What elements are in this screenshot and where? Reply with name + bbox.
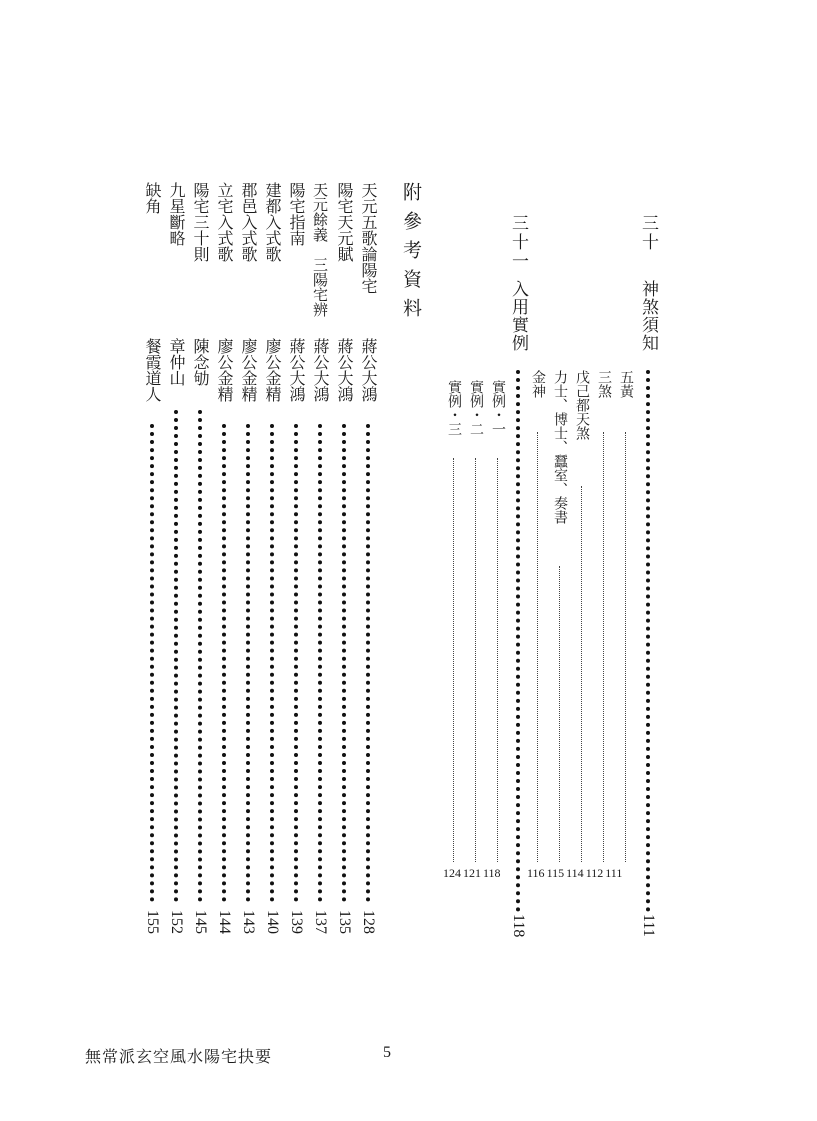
appendix-author: 蔣公大鴻	[335, 338, 354, 402]
appendix-page-number: 140	[264, 910, 281, 934]
appendix-entry[interactable]	[356, 182, 380, 952]
appendix-title: 建都入式歌	[263, 182, 282, 262]
appendix-title: 缺角	[143, 182, 162, 214]
appendix-entry[interactable]	[140, 182, 164, 952]
subitem-page-number: 121	[463, 866, 481, 880]
toc-subitem[interactable]	[570, 370, 594, 880]
appendix-page-number: 155	[144, 910, 161, 934]
appendix-author: 蔣公大鴻	[359, 338, 378, 402]
leader-dots	[516, 370, 520, 912]
appendix-page-number: 152	[168, 910, 185, 934]
leader-dots	[198, 410, 202, 902]
subitem-page-number: 118	[483, 866, 501, 880]
leader-dots	[497, 458, 498, 862]
appendix-entry[interactable]	[308, 182, 332, 952]
appendix-page-number: 135	[336, 910, 353, 934]
appendix-author: 蔣公大鴻	[287, 338, 306, 402]
toc-subitem[interactable]	[442, 380, 466, 880]
toc-section-30[interactable]	[636, 214, 660, 944]
subitem-label: 五黃	[618, 370, 634, 398]
subitem-label: 戊己都天煞	[574, 370, 590, 440]
toc-subitem[interactable]	[592, 370, 616, 880]
book-title: 無常派玄空風水陽宅抉要	[85, 1047, 273, 1066]
appendix-entry[interactable]	[164, 182, 188, 952]
leader-dots	[646, 370, 650, 912]
appendix-author: 餐霞道人	[143, 338, 162, 402]
subitem-page-number: 114	[566, 866, 584, 880]
appendix-author: 陳念劬	[191, 338, 210, 386]
leader-dots	[625, 432, 626, 862]
subitem-label: 三煞	[596, 370, 612, 398]
appendix-entry[interactable]	[332, 182, 356, 952]
leader-dots	[150, 424, 154, 902]
leader-dots	[453, 458, 454, 862]
leader-dots	[174, 410, 178, 902]
toc-subitem[interactable]	[614, 370, 638, 880]
subitem-label: 實例・三	[446, 380, 462, 436]
appendix-title: 郡邑入式歌	[239, 182, 258, 262]
leader-dots	[318, 424, 322, 902]
leader-dots	[246, 424, 250, 902]
appendix-page-number: 128	[360, 910, 377, 934]
appendix-page-number: 143	[240, 910, 257, 934]
appendix-entry[interactable]	[212, 182, 236, 952]
leader-dots	[222, 424, 226, 902]
subitem-page-row	[527, 866, 637, 881]
appendix-page-number: 145	[192, 910, 209, 934]
leader-dots	[603, 432, 604, 862]
leader-dots	[475, 458, 476, 862]
appendix-author: 章仲山	[167, 338, 186, 386]
appendix-author: 蔣公大鴻	[311, 338, 330, 402]
subitem-label: 力士、博士、蠶室、奏書	[552, 370, 568, 524]
toc-subitem[interactable]	[548, 370, 572, 880]
toc-subitem[interactable]	[464, 380, 488, 880]
section-number: 三十一	[508, 214, 528, 271]
leader-dots	[342, 424, 346, 902]
leader-dots	[537, 432, 538, 862]
appendix-entry[interactable]	[188, 182, 212, 952]
appendix-title: 陽宅指南	[287, 182, 306, 246]
leader-dots	[581, 486, 582, 862]
appendix-heading: 附參考資料	[400, 182, 422, 327]
subitem-label: 實例・一	[490, 380, 506, 436]
leader-dots	[294, 424, 298, 902]
section-page-number: 118	[510, 914, 527, 938]
appendix-author: 廖公金精	[263, 338, 282, 402]
appendix-page-number: 139	[288, 910, 305, 934]
appendix-title: 立宅入式歌	[215, 182, 234, 262]
subitem-page-number: 115	[546, 866, 565, 880]
subitem-page-number: 111	[605, 866, 623, 880]
appendix-page-number: 144	[216, 910, 233, 934]
leader-dots	[270, 424, 274, 902]
subitem-page-number: 116	[527, 866, 545, 880]
leader-dots	[559, 566, 560, 862]
appendix-author: 廖公金精	[239, 338, 258, 402]
appendix-author: 廖公金精	[215, 338, 234, 402]
subitem-label: 金神	[530, 370, 546, 398]
section-title: 神煞須知	[638, 280, 658, 352]
appendix-title: 天元餘義 三陽宅辨	[311, 182, 329, 317]
subitem-label: 實例・二	[468, 380, 484, 436]
appendix-page-number: 137	[312, 910, 329, 934]
page-number: 5	[383, 1044, 391, 1061]
toc-subitem[interactable]	[486, 380, 510, 880]
appendix-title: 陽宅天元賦	[335, 182, 354, 262]
section-number: 三十	[638, 214, 658, 252]
subitem-page-number: 112	[585, 866, 604, 880]
appendix-entry[interactable]	[236, 182, 260, 952]
appendix-entry[interactable]	[284, 182, 308, 952]
appendix-title: 九星斷略	[167, 182, 186, 246]
appendix-entry[interactable]	[260, 182, 284, 952]
section-page-number: 111	[640, 914, 657, 937]
leader-dots	[366, 424, 370, 902]
subitem-page-number: 124	[443, 866, 461, 880]
section-title: 入用實例	[508, 280, 528, 352]
subitem-page-row	[443, 866, 509, 881]
appendix-title: 天元五歌論陽宅	[359, 182, 378, 294]
appendix-title: 陽宅三十則	[191, 182, 210, 262]
